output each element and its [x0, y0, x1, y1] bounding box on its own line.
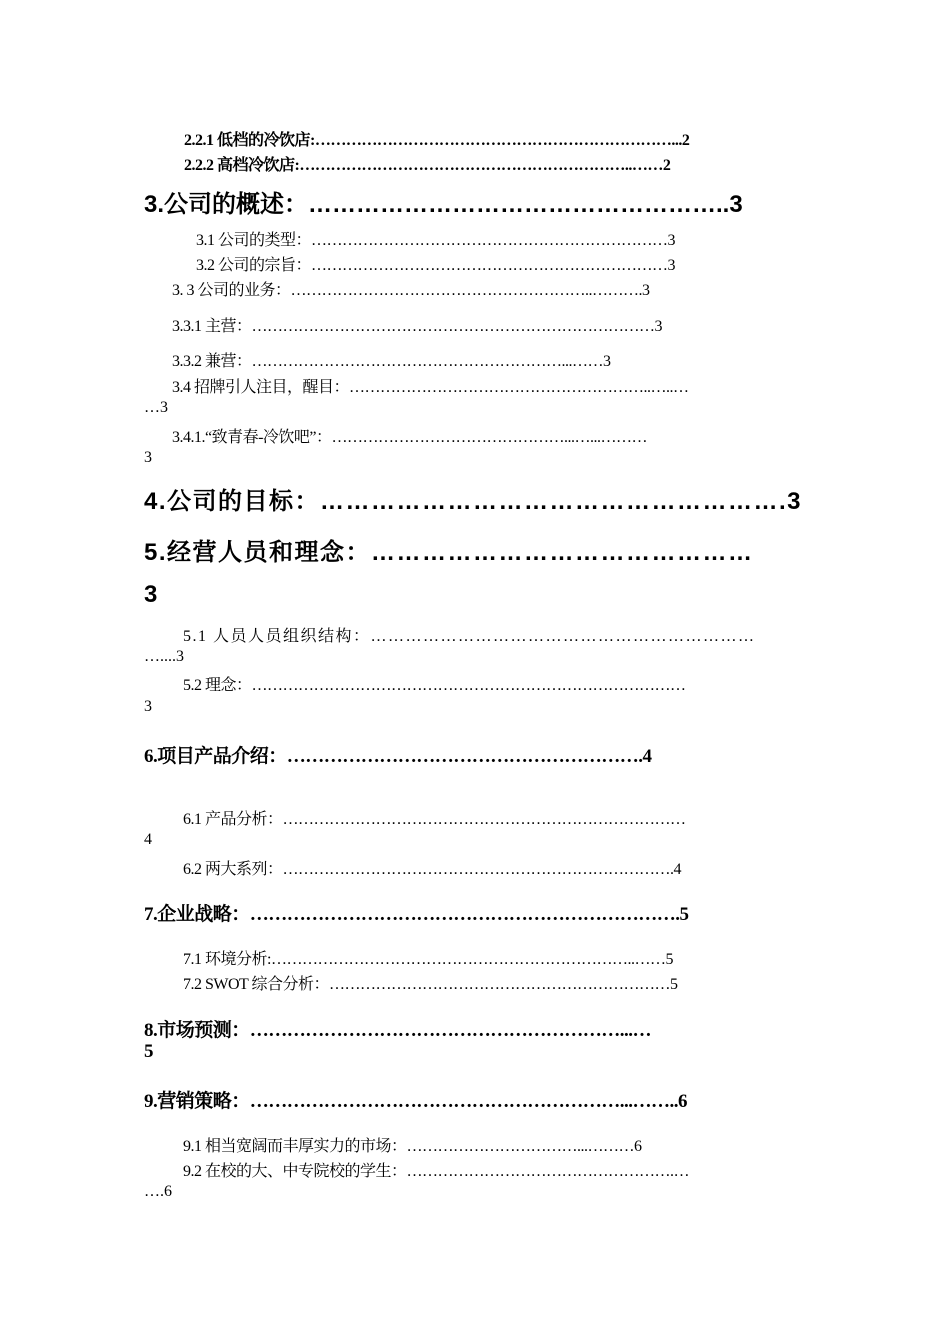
- toc-heading-8-page: 5: [144, 1041, 154, 1062]
- toc-entry-9-2-page: ….6: [144, 1183, 172, 1200]
- toc-heading-4[interactable]: 4.公司的目标：……………………………………………….3: [144, 488, 803, 515]
- toc-entry-5-2[interactable]: 5.2 理念：…………………………………………………………………………: [183, 677, 686, 694]
- toc-heading-6[interactable]: 6.项目产品介绍：………………………………………………….4: [144, 746, 652, 767]
- toc-entry-3-3-1[interactable]: 3.3.1 主营：……………………………………………………………………3: [172, 318, 663, 335]
- toc-entry-6-2[interactable]: 6.2 两大系列：………………………………………………………………….4: [183, 861, 682, 878]
- toc-heading-8[interactable]: 8.市场预测：……………………………………………………...…: [144, 1020, 652, 1041]
- toc-entry-3-1[interactable]: 3.1 公司的类型：……………………………………………………………3: [196, 232, 676, 249]
- toc-entry-6-1-page: 4: [144, 831, 152, 848]
- toc-entry-2-2-2[interactable]: 2.2.2 高档冷饮店:………………………………………………………..……2: [184, 157, 671, 174]
- toc-entry-7-2[interactable]: 7.2 SWOT 综合分析：…………………………………………………………5: [183, 976, 678, 993]
- toc-entry-3-4-1[interactable]: 3.4.1.“致青春-冷饮吧”：………………………………………...…...………: [172, 429, 648, 446]
- toc-heading-5-page: 3: [144, 581, 158, 608]
- toc-entry-6-1[interactable]: 6.1 产品分析：……………………………………………………………………: [183, 811, 686, 828]
- toc-heading-7[interactable]: 7.企业战略：…………………………………………………………….5: [144, 904, 689, 925]
- toc-entry-9-2[interactable]: 9.2 在校的大、中专院校的学生：…………………………………………….…: [183, 1163, 690, 1180]
- toc-entry-3-4-1-page: 3: [144, 449, 152, 466]
- toc-entry-3-2[interactable]: 3.2 公司的宗旨：……………………………………………………………3: [196, 257, 676, 274]
- toc-entry-3-4-page: …3: [144, 399, 168, 416]
- toc-entry-5-1[interactable]: 5.1 人员人员组织结构：…………………………………………………………: [183, 628, 756, 645]
- toc-heading-3[interactable]: 3.公司的概述：……………………………………………..3: [144, 191, 743, 218]
- toc-entry-3-3[interactable]: 3. 3 公司的业务：…………………………………………………..……….3: [172, 282, 650, 299]
- toc-entry-7-1[interactable]: 7.1 环境分析:……………………………………………………………..……5: [183, 951, 673, 968]
- toc-entry-2-2-1[interactable]: 2.2.1 低档的冷饮店:……………………………………………………………...2: [184, 132, 690, 149]
- toc-entry-3-3-2[interactable]: 3.3.2 兼营：……………………………………………………...……3: [172, 353, 611, 370]
- toc-entry-9-1[interactable]: 9.1 相当宽阔而丰厚实力的市场：……………………………...………6: [183, 1138, 642, 1155]
- toc-entry-3-4[interactable]: 3.4 招牌引人注目，醒目：…………………………………………………..…..…: [172, 379, 689, 396]
- toc-entry-5-2-page: 3: [144, 698, 152, 715]
- toc-heading-9[interactable]: 9.营销策略：……………………………………………………...……..6: [144, 1091, 688, 1112]
- toc-heading-5[interactable]: 5.经营人员和理念：………………………………………: [144, 539, 754, 566]
- toc-entry-5-1-page: …....3: [144, 648, 184, 665]
